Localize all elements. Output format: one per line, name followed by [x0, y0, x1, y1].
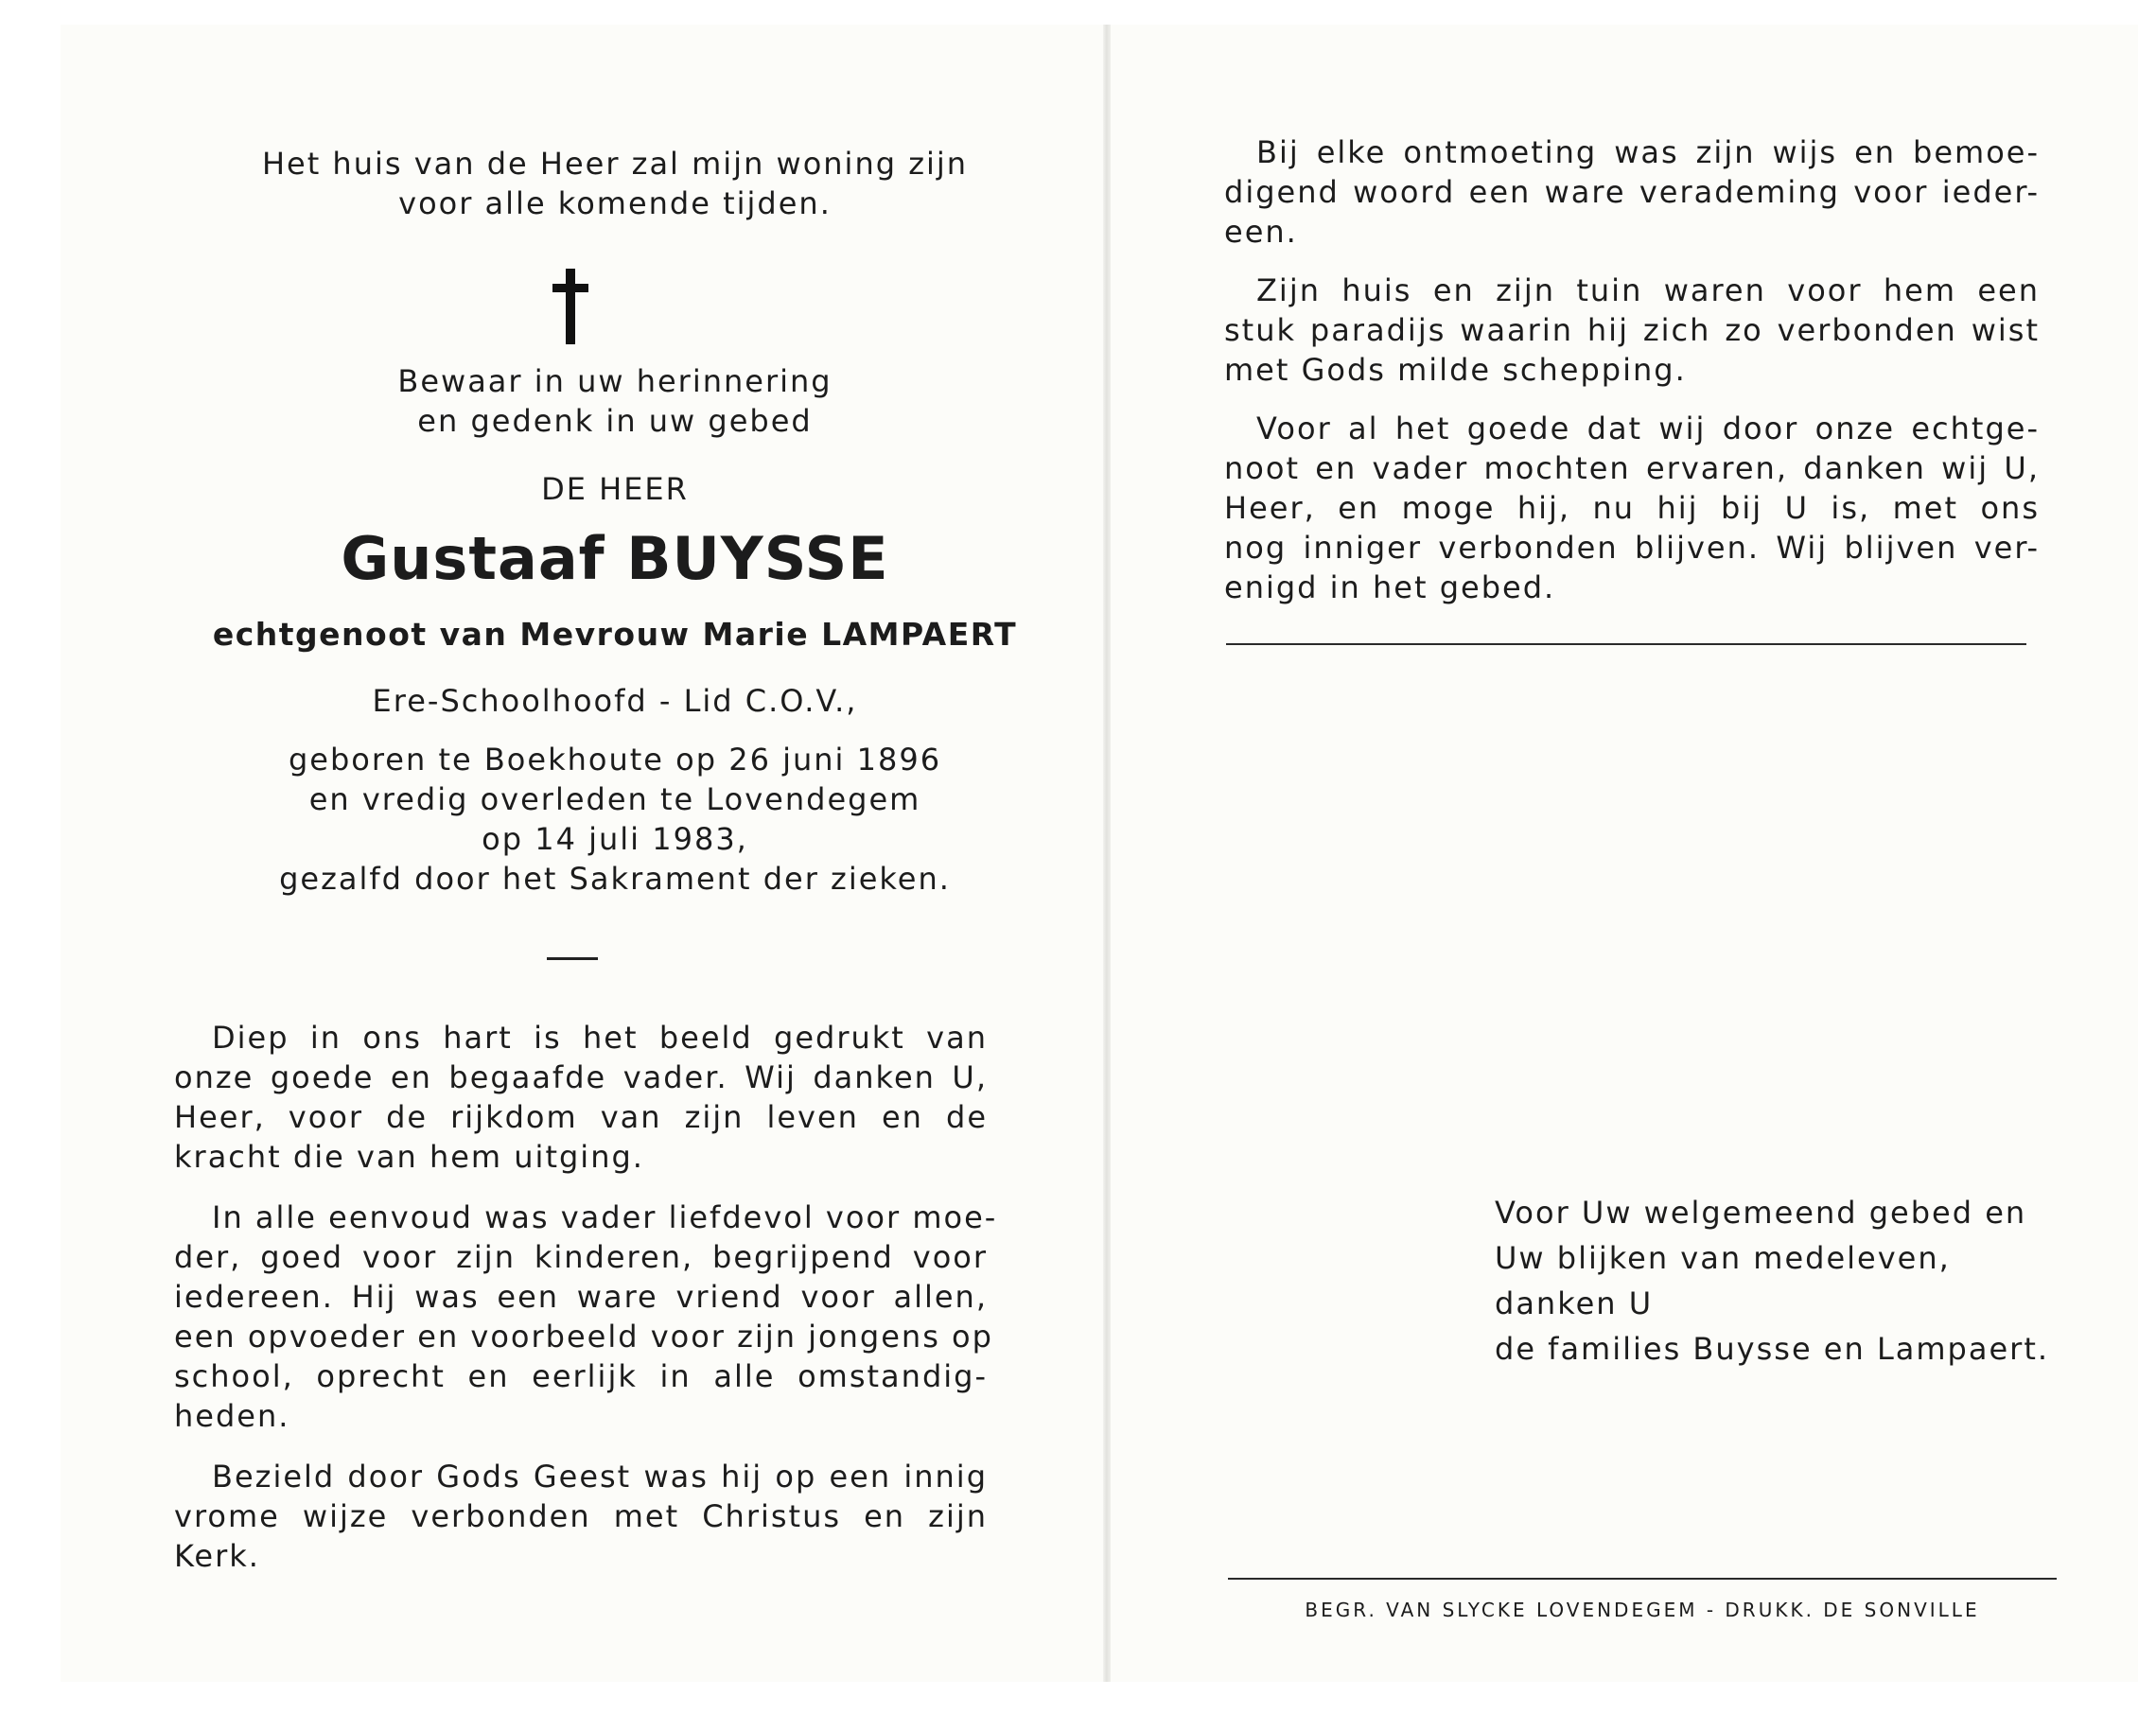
motto-line: voor alle komende tijden. — [398, 185, 832, 221]
honorific: DE HEER — [541, 471, 689, 507]
paragraph-line: onze goede en begaafde vader. Wij danken U, — [174, 1059, 988, 1095]
motto-line: Het huis van de Heer zal mijn woning zijn — [261, 146, 969, 182]
paragraph-line: school, oprecht en eerlijk in alle omstandig- — [174, 1358, 988, 1394]
remembrance-line: Bewaar in uw herinnering — [397, 363, 833, 399]
paragraph-line: digend woord een ware verademing voor ieder- — [1224, 174, 2040, 210]
thanks-line: danken U — [1495, 1285, 1654, 1321]
paragraph-line: Diep in ons hart is het beeld gedrukt van — [212, 1020, 988, 1056]
tribute-paragraph — [174, 1018, 988, 1177]
tribute-paragraph — [174, 1457, 988, 1576]
left-page — [142, 25, 1088, 1682]
remembrance-line: en gedenk in uw gebed — [417, 403, 813, 439]
thanks-line: Uw blijken van medeleven, — [1495, 1240, 1951, 1276]
spouse-line: echtgenoot van Mevrouw Marie LAMPAERT — [212, 616, 1018, 653]
footer-rule — [1228, 1578, 2057, 1580]
divider-rule — [1226, 643, 2026, 645]
tribute-paragraph — [174, 1198, 998, 1436]
separator-rule — [547, 957, 598, 960]
paragraph-line: stuk paradijs waarin hij zich zo verbonden wist — [1224, 312, 2040, 348]
paragraph-line: een. — [1224, 214, 1298, 250]
paragraph-line: met Gods milde schepping. — [1224, 352, 1687, 388]
paragraph-line: Kerk. — [174, 1538, 260, 1574]
life-date-line: gezalfd door het Sakrament der zieken. — [279, 861, 951, 897]
cross-icon — [547, 269, 594, 344]
paragraph-line: Voor al het goede dat wij door onze echtge- — [1256, 411, 2040, 446]
life-date-line: geboren te Boekhoute op 26 juni 1896 — [288, 742, 942, 778]
paragraph-line: nog inniger verbonden blijven. Wij blijven ver- — [1224, 530, 2040, 566]
paragraph-line: Bezield door Gods Geest was hij op een innig — [212, 1459, 988, 1495]
paragraph-line: vrome wijze verbonden met Christus en zijn — [174, 1498, 988, 1534]
thanks-line: Voor Uw welgemeend gebed en — [1495, 1195, 2027, 1231]
deceased-name: Gustaaf BUYSSE — [341, 524, 889, 593]
thanks-line: de families Buysse en Lampaert. — [1495, 1331, 2050, 1367]
paragraph-line: der, goed voor zijn kinderen, begrijpend voor — [174, 1239, 988, 1275]
tribute-paragraph — [1224, 409, 2040, 607]
paragraph-line: heden. — [174, 1398, 290, 1434]
paragraph-line: enigd in het gebed. — [1224, 569, 1556, 605]
paragraph-line: In alle eenvoud was vader liefdevol voor moe- — [212, 1199, 998, 1235]
paragraph-line: Bij elke ontmoeting was zijn wijs en bemoe- — [1256, 134, 2040, 170]
life-date-line: en vredig overleden te Lovendegem — [308, 781, 921, 817]
tribute-paragraph — [1224, 132, 2040, 252]
life-date-line: op 14 juli 1983, — [482, 821, 748, 857]
paragraph-line: Zijn huis en zijn tuin waren voor hem een — [1256, 272, 2040, 308]
titles-line: Ere-Schoolhoofd - Lid C.O.V., — [372, 683, 858, 719]
paragraph-line: kracht die van hem uitging. — [174, 1139, 644, 1175]
card-fold — [1103, 25, 1111, 1682]
paragraph-line: noot en vader mochten ervaren, danken wij U, — [1224, 450, 2040, 486]
paragraph-line: een opvoeder en voorbeeld voor zijn jongens op — [174, 1319, 993, 1355]
paragraph-line: Heer, en moge hij, nu hij bij U is, met ons — [1224, 490, 2040, 526]
paragraph-line: Heer, voor de rijkdom van zijn leven en de — [174, 1099, 988, 1135]
tribute-paragraph — [1224, 271, 2040, 390]
printer-credit: BEGR. VAN SLYCKE LOVENDEGEM - DRUKK. DE SONVILLE — [1305, 1599, 1980, 1621]
paragraph-line: iedereen. Hij was een ware vriend voor allen, — [174, 1279, 988, 1315]
